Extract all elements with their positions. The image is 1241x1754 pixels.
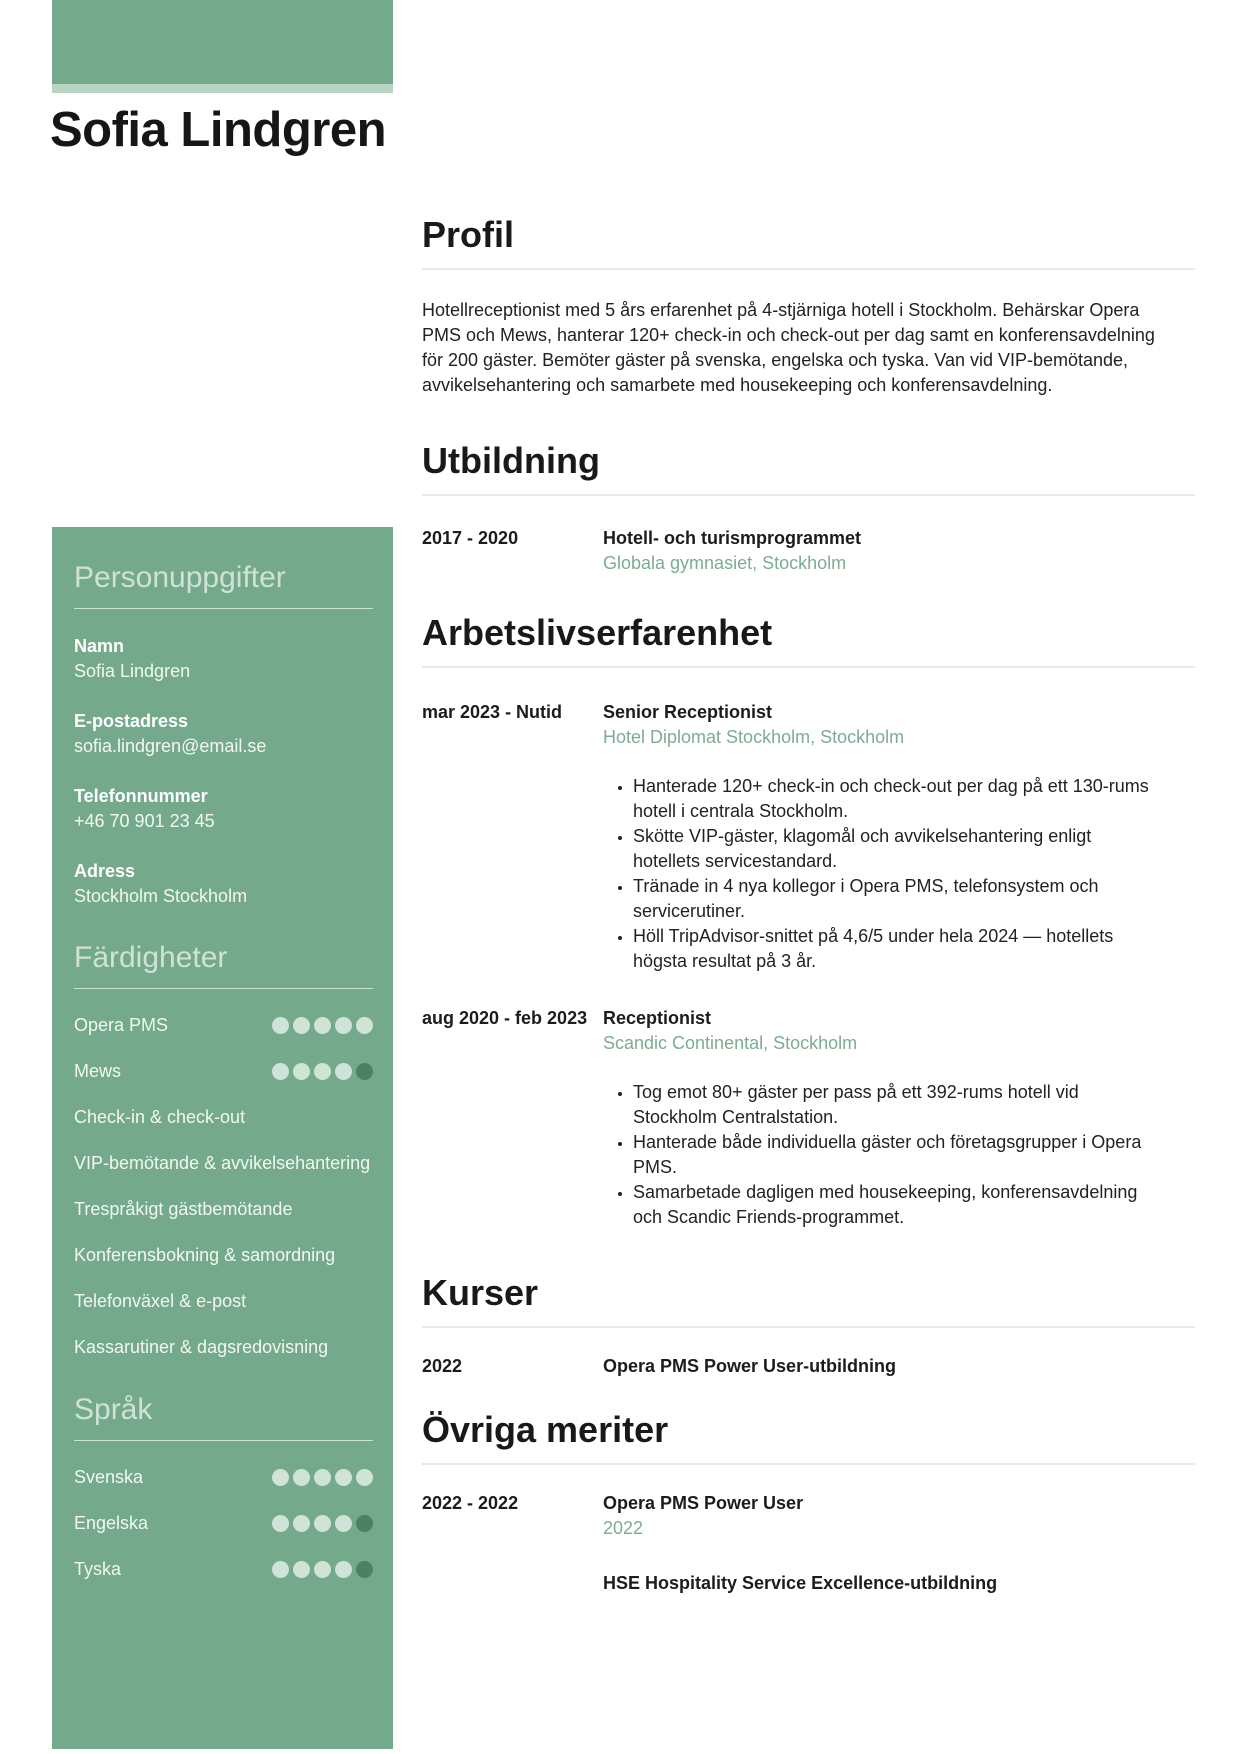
level-dot-filled	[314, 1469, 331, 1486]
entry-title: Receptionist	[603, 1008, 712, 1028]
job-entry	[422, 1006, 1195, 1230]
level-dot-filled	[272, 1515, 289, 1532]
skill-dots	[272, 1063, 373, 1080]
level-dot-filled	[293, 1063, 310, 1080]
entry-subtitle: Hotel Diplomat Stockholm, Stockholm	[603, 727, 905, 747]
section-title-ovriga: Övriga meriter	[422, 1409, 1195, 1465]
field-label: E-postadress	[74, 711, 189, 731]
field-label: Adress	[74, 861, 136, 881]
entry-period: 2022 - 2022	[422, 1493, 519, 1513]
section-title-arbete: Arbetslivserfarenhet	[422, 612, 1195, 668]
entry-title: HSE Hospitality Service Excellence-utbildning	[603, 1573, 998, 1593]
level-dot-filled	[335, 1017, 352, 1034]
skill-item	[74, 1333, 373, 1361]
sidebar-section-title-personal: Personuppgifter	[74, 560, 373, 609]
language-dots	[272, 1561, 373, 1578]
language-item	[74, 1463, 373, 1491]
bullet-item: • Hanterade både individuella gäster och företagsgrupper i Opera PMS.	[633, 1130, 1163, 1180]
entry-title: Opera PMS Power User	[603, 1493, 804, 1513]
field-value: Stockholm Stockholm	[74, 886, 248, 906]
level-dot-filled	[272, 1063, 289, 1080]
entry-body	[603, 1491, 1163, 1541]
field-label: Namn	[74, 636, 125, 656]
level-dot-filled	[335, 1515, 352, 1532]
entry-subtitle: Globala gymnasiet, Stockholm	[603, 553, 847, 573]
sidebar-section-title-skills: Färdigheter	[74, 940, 373, 989]
person-name: Sofia Lindgren	[50, 103, 386, 157]
bullet-item: • Samarbetade dagligen med housekeeping, konferensavdelning och Scandic Friends-programmet.	[633, 1180, 1163, 1230]
skill-item	[74, 1011, 373, 1039]
sidebar-section-title-languages: Språk	[74, 1392, 373, 1441]
section-title-profil: Profil	[422, 214, 1195, 270]
skill-item	[74, 1057, 373, 1085]
entry-body	[603, 700, 1163, 974]
skill-item	[74, 1287, 373, 1315]
section-title-kurser: Kurser	[422, 1272, 1195, 1328]
sidebar	[52, 527, 393, 1749]
header-accent-block	[52, 0, 393, 84]
course-entry	[422, 1354, 1195, 1379]
level-dot-filled	[356, 1017, 373, 1034]
level-dot-filled	[335, 1469, 352, 1486]
level-dot-filled	[293, 1017, 310, 1034]
bullet-item: • Skötte VIP-gäster, klagomål och avvikelsehantering enligt hotellets servicestandard.	[633, 824, 1163, 874]
entry-body	[603, 1006, 1163, 1230]
entry-title: Hotell- och turismprogrammet	[603, 528, 862, 548]
skill-item	[74, 1103, 373, 1131]
skill-item	[74, 1241, 373, 1269]
level-dot-filled	[272, 1017, 289, 1034]
skill-name: Telefonväxel & e-post	[74, 1291, 247, 1311]
entry-subtitle: 2022	[603, 1518, 644, 1538]
level-dot-filled	[314, 1561, 331, 1578]
level-dot-filled	[293, 1469, 310, 1486]
skill-name: Check-in & check-out	[74, 1107, 246, 1127]
profile-paragraph: Hotellreceptionist med 5 års erfarenhet på 4-stjärniga hotell i Stockholm. Behärskar Opera PMS och Mews, hanterar 120+ check-in och check-out per dag samt en konferensavdelning för 200 gäster. Bemöter gäster på svenska, engelska och tyska. Van vid VIP-bemötande, avvikelsehantering och samarbete med housekeeping och konferensavdelning.	[422, 300, 1155, 395]
level-dot-filled	[293, 1515, 310, 1532]
skill-item	[74, 1149, 373, 1177]
language-name: Engelska	[74, 1513, 149, 1533]
skill-name: Trespråkigt gästbemötande	[74, 1199, 293, 1219]
language-name: Svenska	[74, 1467, 144, 1487]
entry-title: Senior Receptionist	[603, 702, 773, 722]
bullet-item: • Höll TripAdvisor-snittet på 4,6/5 under hela 2024 — hotellets högsta resultat på 3 år.	[633, 924, 1163, 974]
field-label: Telefonnummer	[74, 786, 208, 806]
entry-title: Opera PMS Power User-utbildning	[603, 1356, 897, 1376]
bullet-item: • Tog emot 80+ gäster per pass på ett 392-rums hotell vid Stockholm Centralstation.	[633, 1080, 1163, 1130]
field-name	[74, 634, 373, 684]
merit-entry	[422, 1571, 1195, 1596]
skill-item	[74, 1195, 373, 1223]
level-dot-empty	[356, 1515, 373, 1532]
level-dot-filled	[293, 1561, 310, 1578]
language-name: Tyska	[74, 1559, 122, 1579]
entry-period	[422, 1571, 603, 1596]
language-item	[74, 1555, 373, 1583]
bullet-item: • Hanterade 120+ check-in och check-out per dag på ett 130-rums hotell i centrala Stockholm.	[633, 774, 1163, 824]
entry-period: aug 2020 - feb 2023	[422, 1008, 588, 1028]
entry-subtitle: Scandic Continental, Stockholm	[603, 1033, 858, 1053]
entry-period: 2017 - 2020	[422, 528, 519, 548]
entry-body	[603, 1571, 1163, 1596]
level-dot-filled	[314, 1017, 331, 1034]
level-dot-filled	[272, 1561, 289, 1578]
language-dots	[272, 1469, 373, 1486]
field-email	[74, 709, 373, 759]
job-entry	[422, 700, 1195, 974]
section-title-utbildning: Utbildning	[422, 440, 1195, 496]
header-accent-strip	[52, 84, 393, 93]
field-value: Sofia Lindgren	[74, 661, 191, 681]
skill-name: Kassarutiner & dagsredovisning	[74, 1337, 329, 1357]
field-address	[74, 859, 373, 909]
level-dot-filled	[314, 1515, 331, 1532]
skill-name: Mews	[74, 1061, 122, 1081]
level-dot-filled	[335, 1063, 352, 1080]
merit-entry	[422, 1491, 1195, 1541]
skill-name: Konferensbokning & samordning	[74, 1245, 336, 1265]
level-dot-empty	[356, 1063, 373, 1080]
bullet-item: • Tränade in 4 nya kollegor i Opera PMS, telefonsystem och servicerutiner.	[633, 874, 1163, 924]
language-dots	[272, 1515, 373, 1532]
entry-body	[603, 526, 1163, 576]
entry-body	[603, 1354, 1163, 1379]
level-dot-empty	[356, 1561, 373, 1578]
entry-period: 2022	[422, 1356, 463, 1376]
level-dot-filled	[314, 1063, 331, 1080]
level-dot-filled	[335, 1561, 352, 1578]
field-phone	[74, 784, 373, 834]
bullet-list	[603, 1080, 1163, 1230]
field-value: +46 70 901 23 45	[74, 811, 215, 831]
education-entry	[422, 526, 1195, 576]
skill-name: VIP-bemötande & avvikelsehantering	[74, 1153, 371, 1173]
entry-period: mar 2023 - Nutid	[422, 702, 563, 722]
level-dot-filled	[356, 1469, 373, 1486]
language-item	[74, 1509, 373, 1537]
field-value: sofia.lindgren@email.se	[74, 736, 267, 756]
skill-name: Opera PMS	[74, 1015, 169, 1035]
main-column	[422, 0, 1195, 1596]
bullet-list	[603, 774, 1163, 974]
level-dot-filled	[272, 1469, 289, 1486]
skill-dots	[272, 1017, 373, 1034]
